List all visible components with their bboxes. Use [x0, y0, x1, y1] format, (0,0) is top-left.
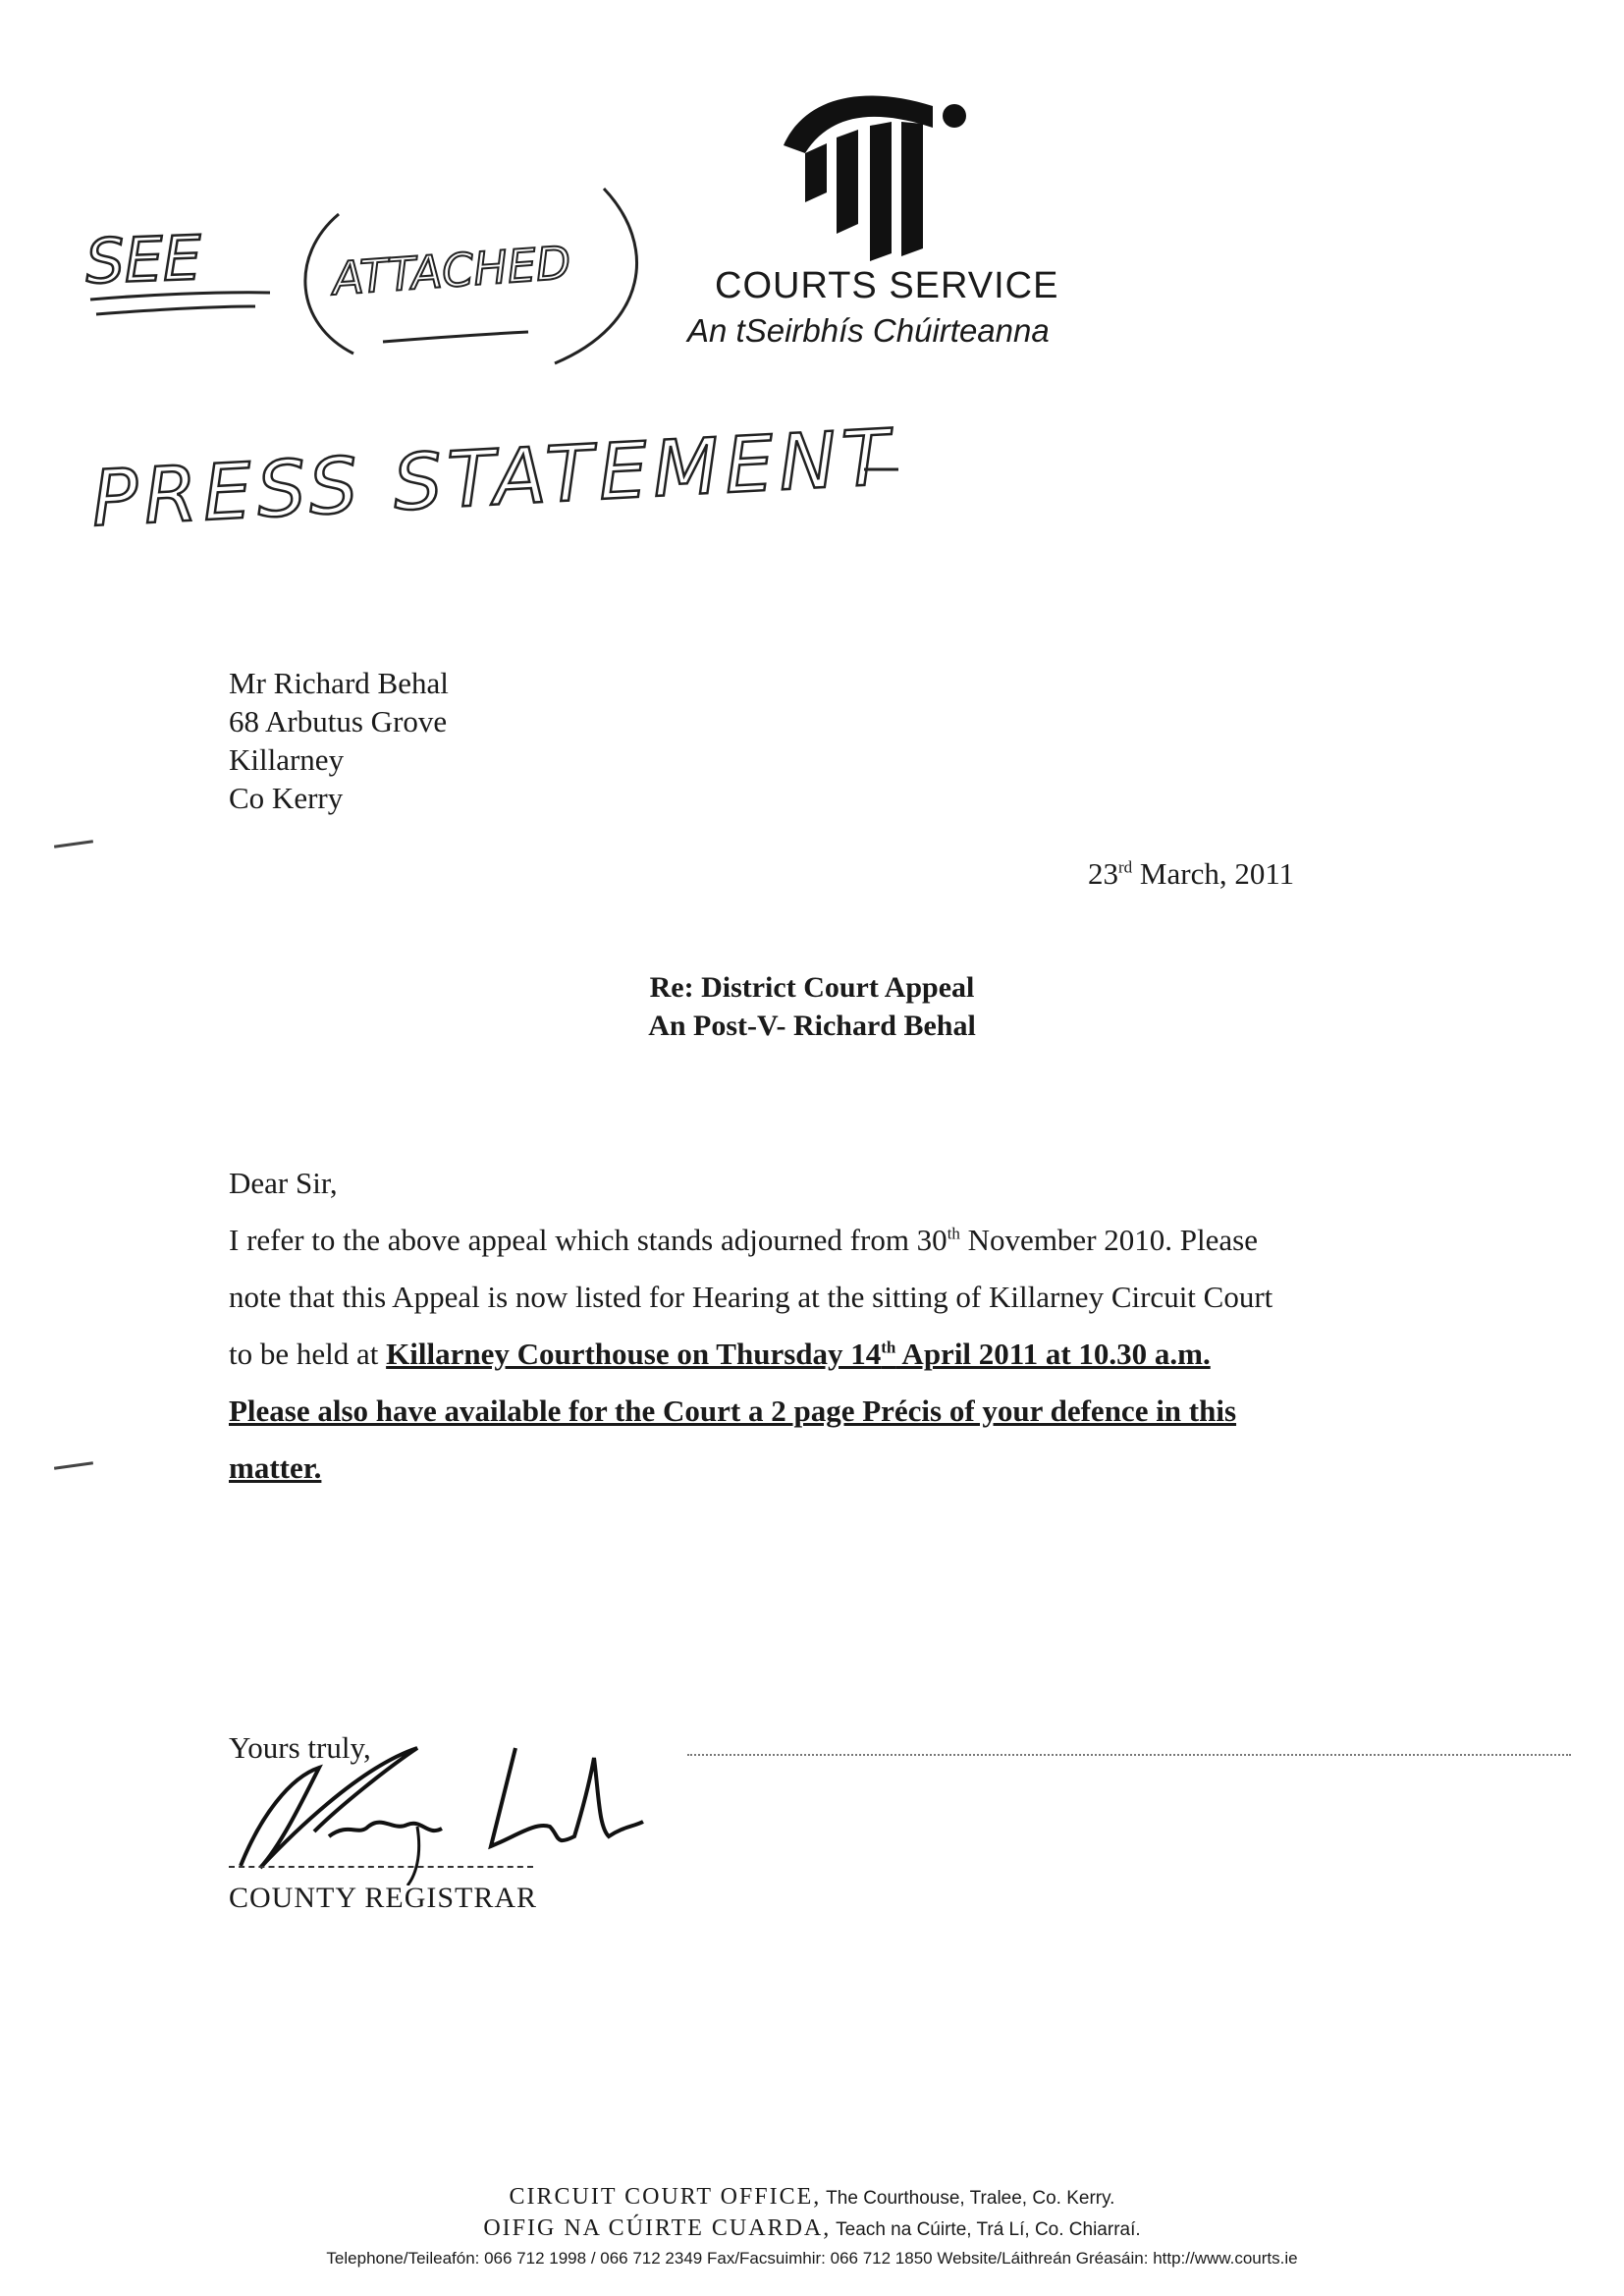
- recipient-street: 68 Arbutus Grove: [229, 704, 448, 738]
- body-line-1-text: I refer to the above appeal which stands adjourned from 30: [229, 1223, 947, 1257]
- date-rest: March, 2011: [1139, 856, 1295, 891]
- date-day: 23: [1088, 856, 1118, 891]
- salutation: Dear Sir,: [229, 1166, 338, 1200]
- org-name-irish: An tSeirbhís Chúirteanna: [687, 312, 1050, 349]
- recipient-county: Co Kerry: [229, 781, 344, 815]
- body-line-2: note that this Appeal is now listed for Hearing at the sitting of Killarney Circuit Court: [229, 1280, 1273, 1314]
- signatory-title: COUNTY REGISTRAR: [229, 1882, 538, 1914]
- letter-footer: [0, 2182, 1624, 2272]
- footer-office-ga: [0, 2214, 1624, 2245]
- hearing-date-sup: th: [881, 1338, 896, 1357]
- handwritten-signature: [221, 1728, 653, 1886]
- body-line-3: [229, 1326, 1387, 1383]
- subject-line-2: An Post-V- Richard Behal: [648, 1010, 976, 1042]
- hearing-venue: Killarney Courthouse on Thursday 14: [386, 1337, 882, 1371]
- handwritten-annotations: [0, 0, 1624, 609]
- body-line-5: matter.: [229, 1450, 322, 1485]
- body-line-1-sup: th: [947, 1224, 960, 1243]
- body-line-4: Please also have available for the Court a 2 page Précis of your defence in this: [229, 1394, 1237, 1428]
- margin-mark-1: [54, 840, 93, 848]
- body-line-1: [229, 1212, 1387, 1269]
- letter-body: [229, 1155, 1387, 1497]
- handwritten-press-statement: PRESS STATEMENT: [89, 413, 897, 544]
- hearing-time: April 2011 at 10.30 a.m.: [895, 1337, 1211, 1371]
- footer-office-ga-name: OIFIG NA CÚIRTE CUARDA,: [483, 2215, 832, 2241]
- org-name: COURTS SERVICE: [715, 265, 1059, 306]
- letter-date: [1088, 856, 1294, 892]
- recipient-address: [229, 664, 449, 817]
- subject-line-1: Re: District Court Appeal: [649, 971, 975, 1004]
- subject-block: [0, 968, 1624, 1045]
- signature-line: [229, 1866, 533, 1868]
- footer-office-ga-address: Teach na Cúirte, Trá Lí, Co. Chiarraí.: [831, 2219, 1141, 2240]
- handwritten-attached: ATTACHED: [331, 236, 572, 305]
- margin-mark-2: [54, 1461, 93, 1470]
- date-suffix: rd: [1118, 857, 1133, 877]
- see-underline-2: [96, 306, 255, 314]
- footer-office-en: [0, 2182, 1624, 2214]
- footer-contact: Telephone/Teileafón: 066 712 1998 / 066 712 2349 Fax/Facsuimhir: 066 712 1850 Website/Láithreán Gréasáin: http://www.courts.ie: [326, 2249, 1298, 2268]
- recipient-name: Mr Richard Behal: [229, 666, 449, 700]
- hearing-details: [386, 1337, 1211, 1371]
- body-line-3-text: to be held at: [229, 1337, 387, 1371]
- attached-underline: [383, 332, 528, 342]
- handwritten-see: SEE: [83, 221, 203, 298]
- body-line-1-text-end: November 2010. Please: [959, 1223, 1258, 1257]
- footer-office-en-address: The Courthouse, Tralee, Co. Kerry.: [821, 2188, 1115, 2209]
- valediction: Yours truly,: [229, 1730, 371, 1765]
- recipient-town: Killarney: [229, 742, 345, 777]
- footer-office-en-name: CIRCUIT COURT OFFICE,: [509, 2184, 822, 2210]
- dotted-scan-line: [687, 1754, 1571, 1758]
